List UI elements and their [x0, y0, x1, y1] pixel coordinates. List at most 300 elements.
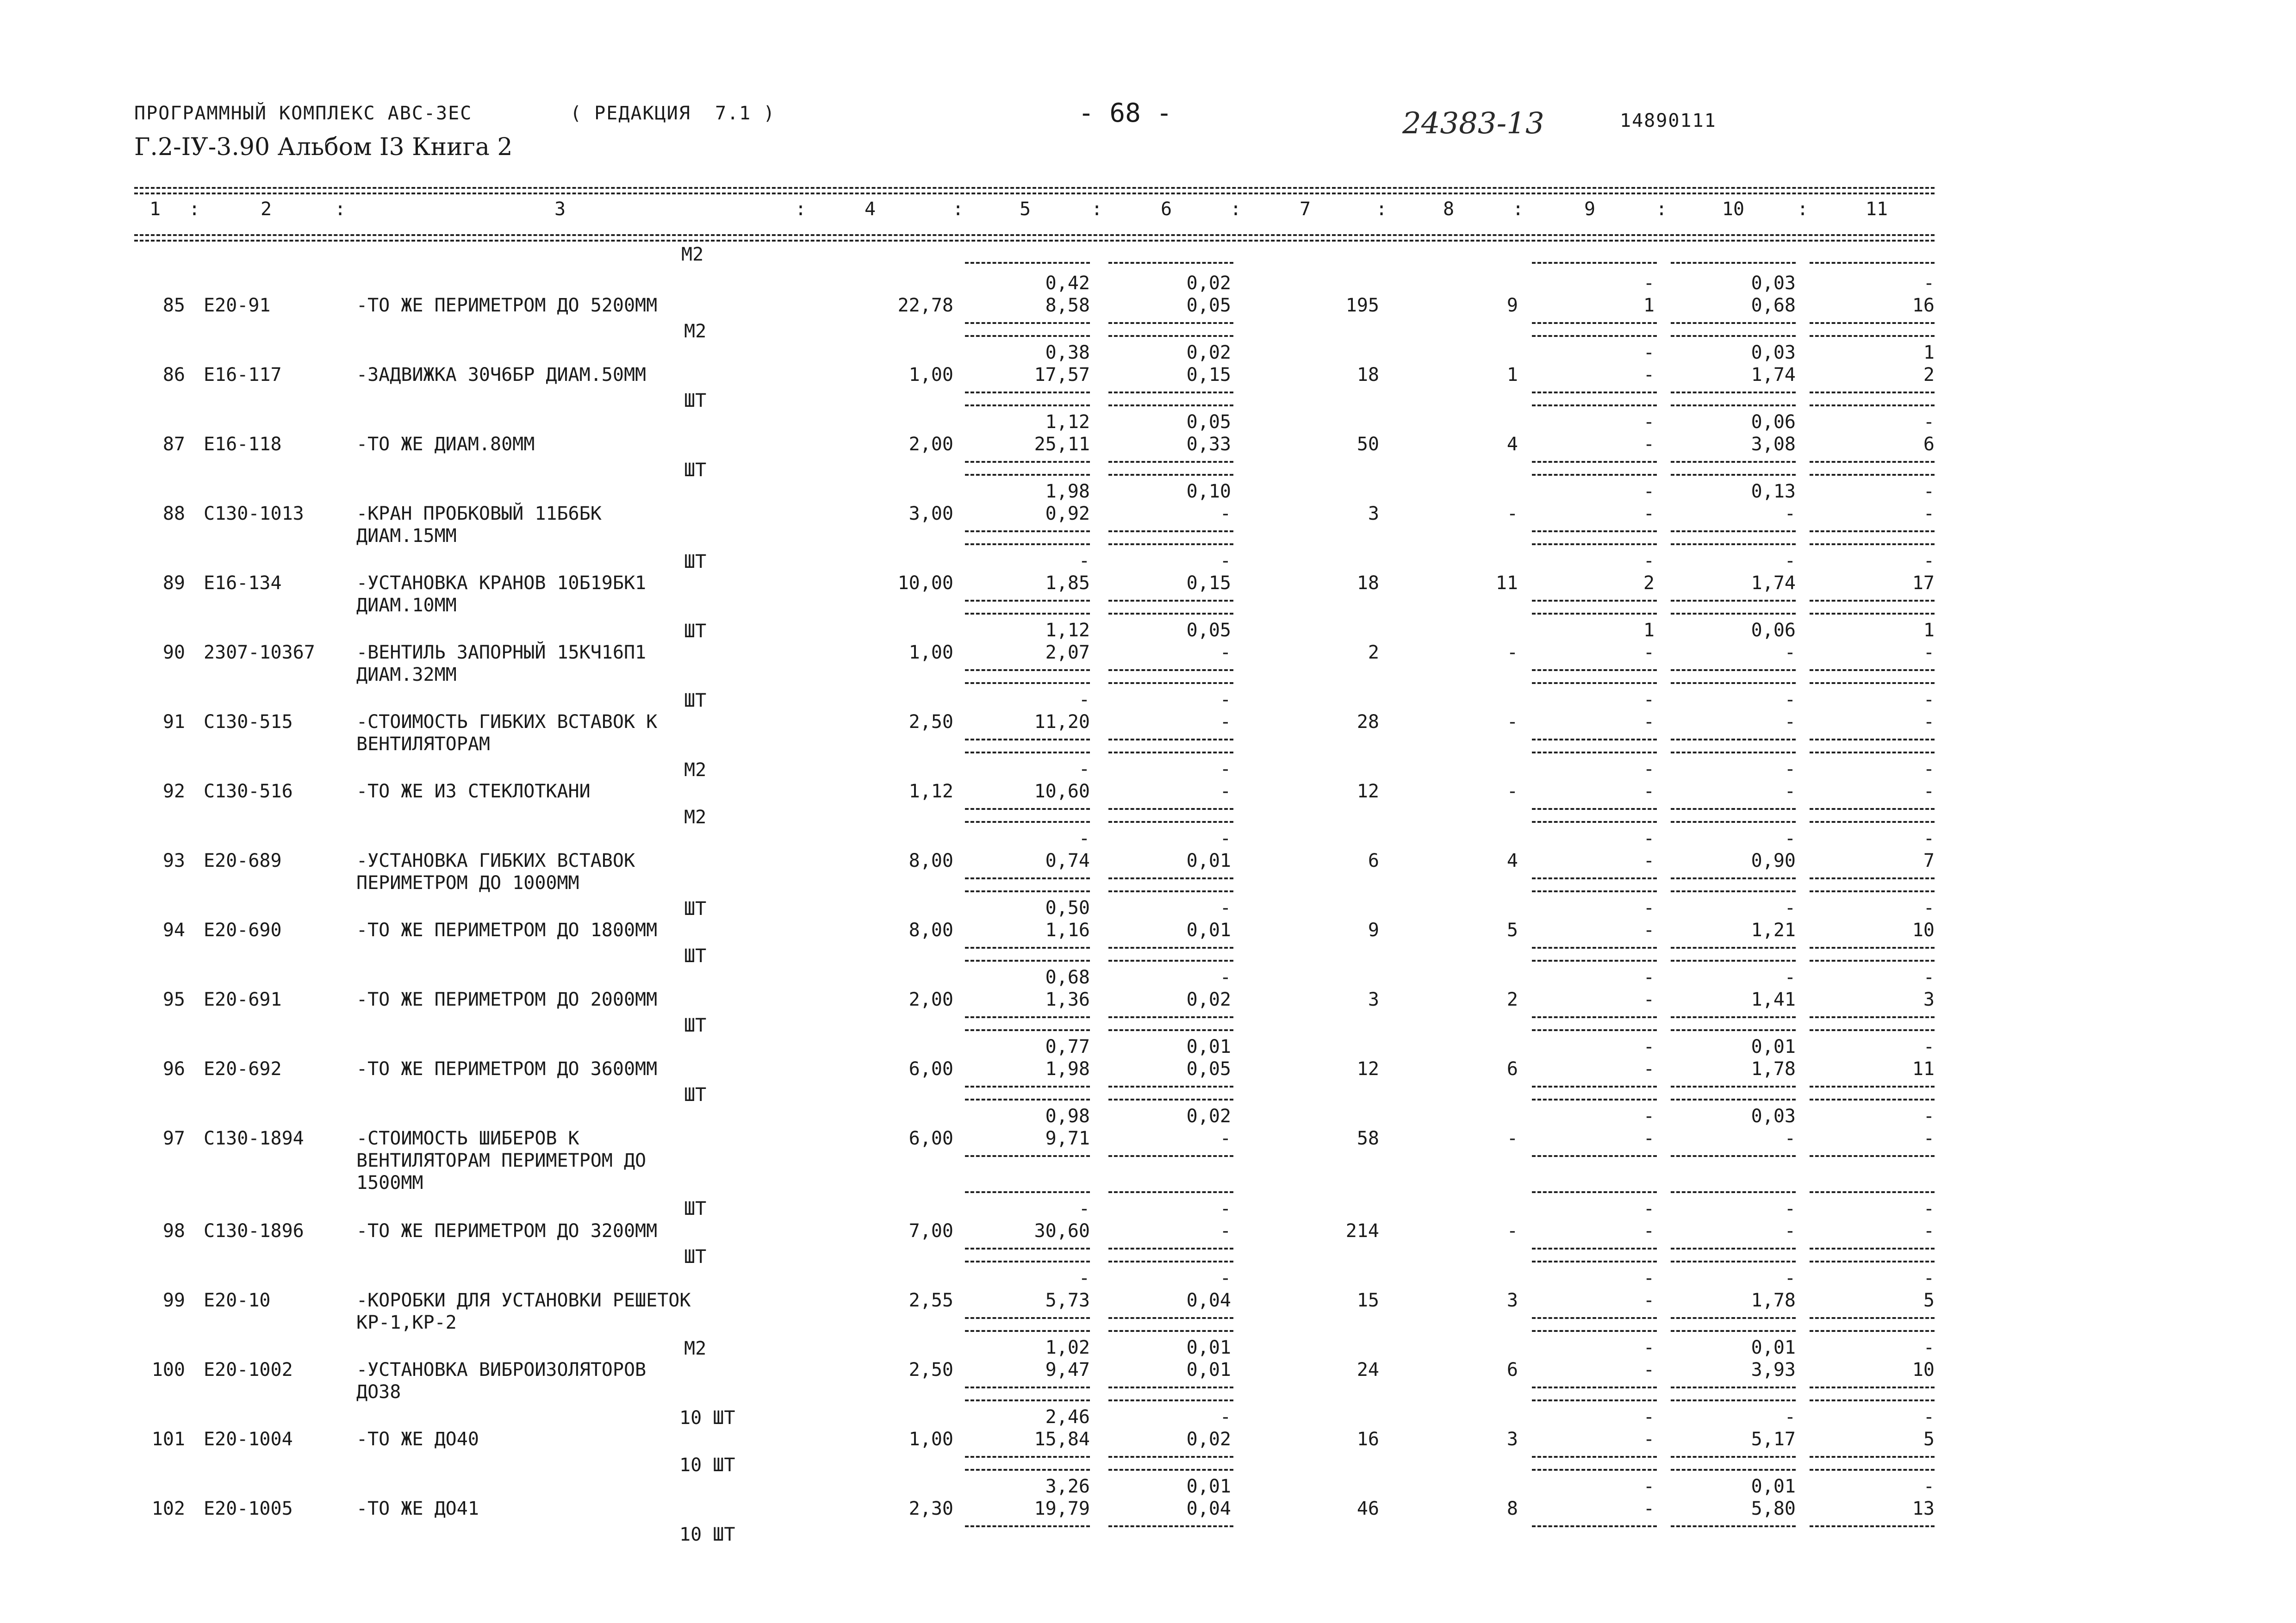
cell-c9-upper: - [1643, 550, 1655, 572]
work-description: -СТОИМОСТЬ ГИБКИХ ВСТАВОК К [356, 711, 658, 733]
cell-c6-lower: 0,15 [1186, 364, 1231, 386]
page-number: - 68 - [1078, 98, 1172, 128]
cell-rule [1532, 404, 1657, 406]
cell-rule [1532, 1456, 1657, 1458]
unit-label: М2 [681, 244, 704, 265]
cell-c10-upper: - [1784, 1268, 1796, 1289]
cell-c7: 24 [1356, 1359, 1379, 1380]
cell-c10-lower: 1,74 [1751, 364, 1796, 386]
cell-c6-upper: - [1220, 967, 1231, 988]
cell-rule [965, 947, 1090, 949]
cell-c10-upper: - [1784, 1198, 1796, 1219]
cell-rule [1671, 1155, 1796, 1157]
column-header-6: 6 [1160, 199, 1172, 220]
quantity: 1,00 [908, 642, 953, 663]
cell-c8: 11 [1495, 572, 1518, 594]
column-separator: : [1375, 199, 1388, 220]
cell-rule [1108, 1387, 1233, 1388]
cell-c7: 3 [1368, 989, 1379, 1010]
column-header-7: 7 [1299, 199, 1311, 220]
quantity: 8,00 [908, 850, 953, 871]
cell-rule [1810, 1399, 1935, 1401]
cell-rule [965, 613, 1090, 615]
cell-c8: 5 [1506, 920, 1518, 941]
cell-rule [965, 1456, 1090, 1458]
cell-c10-lower: - [1784, 642, 1796, 663]
cell-c11-lower: - [1923, 503, 1935, 524]
cell-c9-upper: - [1643, 411, 1655, 433]
cell-c6-lower: - [1220, 503, 1231, 524]
cell-rule [1671, 613, 1796, 615]
column-header-8: 8 [1443, 199, 1455, 220]
cell-c11-upper: - [1923, 1036, 1935, 1057]
cell-c11-upper: - [1923, 967, 1935, 988]
cell-rule [1810, 322, 1935, 324]
cell-rule [1108, 1248, 1233, 1250]
cell-rule [1532, 821, 1657, 823]
row-number: 95 [162, 989, 185, 1010]
cell-rule [1532, 1191, 1657, 1193]
work-description: -КРАН ПРОБКОВЫЙ 11Б6БК [356, 503, 602, 524]
cell-c8: 4 [1506, 850, 1518, 871]
cell-c10-upper: - [1784, 828, 1796, 849]
cell-rule [1810, 613, 1935, 615]
cell-rule [1671, 404, 1796, 406]
cell-c9-upper: - [1643, 1476, 1655, 1497]
cell-rule [965, 543, 1090, 545]
cell-c11-upper: - [1923, 1198, 1935, 1219]
cell-rule [1108, 877, 1233, 879]
column-separator: : [334, 199, 346, 220]
cell-rule [965, 1086, 1090, 1088]
cell-c7: 2 [1368, 642, 1379, 663]
cell-c9-lower: 1 [1643, 295, 1655, 316]
cell-rule [1532, 960, 1657, 962]
cell-rule [1671, 1317, 1796, 1319]
cell-rule [1810, 682, 1935, 684]
work-code: С130-1894 [204, 1128, 304, 1149]
cell-c8: 6 [1506, 1359, 1518, 1380]
cell-rule [1671, 682, 1796, 684]
row-number: 85 [162, 295, 185, 316]
cell-rule [1810, 1191, 1935, 1193]
album-title: Г.2-IУ-3.90 Альбом I3 Книга 2 [134, 133, 513, 161]
cell-c6-lower: 0,04 [1186, 1290, 1231, 1311]
unit-label: 10 ШТ [679, 1455, 735, 1476]
cell-c5-upper: 0,98 [1045, 1106, 1090, 1127]
cell-c10-upper: 0,06 [1751, 411, 1796, 433]
cell-c5-lower: 1,16 [1045, 920, 1090, 941]
cell-rule [1532, 530, 1657, 532]
cell-c11-lower: - [1923, 711, 1935, 733]
work-description: -ТО ЖЕ ПЕРИМЕТРОМ ДО 3600ММ [356, 1058, 658, 1080]
cell-rule [1671, 1029, 1796, 1031]
quantity: 10,00 [897, 572, 953, 594]
cell-rule [965, 808, 1090, 810]
cell-c6-upper: - [1220, 759, 1231, 780]
work-code: С130-515 [204, 711, 293, 733]
work-description: ВЕНТИЛЯТОРАМ [356, 734, 490, 755]
cell-c10-lower: 3,08 [1751, 434, 1796, 455]
cell-c10-upper: - [1784, 550, 1796, 572]
cell-c7: 9 [1368, 920, 1379, 941]
cell-c11-lower: 6 [1923, 434, 1935, 455]
cell-c9-lower: 2 [1643, 572, 1655, 594]
cell-c5-upper: 1,02 [1045, 1337, 1090, 1358]
work-code: Е20-692 [204, 1058, 282, 1080]
cell-c8: - [1506, 503, 1518, 524]
cell-rule [1108, 461, 1233, 463]
cell-rule [1810, 1456, 1935, 1458]
column-separator: : [1091, 199, 1103, 220]
cell-rule [965, 752, 1090, 753]
cell-c9-upper: - [1643, 967, 1655, 988]
work-description: -ТО ЖЕ ПЕРИМЕТРОМ ДО 3200ММ [356, 1220, 658, 1242]
row-number: 99 [162, 1290, 185, 1311]
cell-c8: - [1506, 711, 1518, 733]
cell-rule [1532, 461, 1657, 463]
cell-c10-upper: 0,01 [1751, 1476, 1796, 1497]
cell-c10-upper: 0,03 [1751, 273, 1796, 294]
cell-c6-lower: 0,15 [1186, 572, 1231, 594]
program-title: ПРОГРАММНЫЙ КОМПЛЕКС АВС-3ЕС [134, 103, 473, 124]
cell-c9-lower: - [1643, 920, 1655, 941]
work-description: -ТО ЖЕ ДИАМ.80ММ [356, 434, 535, 455]
cell-rule [1810, 890, 1935, 892]
unit-label: ШТ [684, 1246, 707, 1268]
cell-rule [1671, 669, 1796, 671]
cell-c11-lower: - [1923, 642, 1935, 663]
cell-rule [1108, 1317, 1233, 1319]
cell-rule [1108, 739, 1233, 740]
cell-c9-upper: - [1643, 1106, 1655, 1127]
work-description: -ТО ЖЕ ПЕРИМЕТРОМ ДО 1800ММ [356, 920, 658, 941]
cell-rule [1810, 474, 1935, 476]
cell-rule [1810, 1248, 1935, 1250]
cell-rule [1671, 474, 1796, 476]
cell-c10-lower: 0,90 [1751, 850, 1796, 871]
work-description: -ТО ЖЕ ДО40 [356, 1429, 479, 1450]
work-code: Е20-691 [204, 989, 282, 1010]
unit-label: ШТ [684, 945, 707, 967]
cell-rule [1532, 752, 1657, 753]
cell-rule [1810, 1099, 1935, 1101]
work-description: -УСТАНОВКА ГИБКИХ ВСТАВОК [356, 850, 635, 871]
cell-rule [1532, 739, 1657, 740]
column-header-5: 5 [1019, 199, 1031, 220]
row-number: 100 [151, 1359, 185, 1380]
cell-c6-lower: 0,05 [1186, 295, 1231, 316]
cell-rule [1810, 947, 1935, 949]
cell-rule [1108, 1330, 1233, 1332]
cell-c6-lower: - [1220, 1220, 1231, 1242]
work-code: С130-1013 [204, 503, 304, 524]
cell-rule [1671, 1469, 1796, 1471]
cell-c9-lower: - [1643, 1429, 1655, 1450]
cell-c6-lower: - [1220, 711, 1231, 733]
cell-rule [965, 739, 1090, 740]
cell-c6-upper: - [1220, 1198, 1231, 1219]
cell-c10-lower: 0,68 [1751, 295, 1796, 316]
work-description: -ВЕНТИЛЬ ЗАПОРНЫЙ 15КЧ16П1 [356, 642, 647, 663]
cell-rule [965, 1469, 1090, 1471]
work-description: ДИАМ.32ММ [356, 664, 457, 685]
cell-rule [1108, 682, 1233, 684]
cell-rule [1108, 1261, 1233, 1262]
unit-label: ШТ [684, 1198, 707, 1219]
column-separator: : [952, 199, 964, 220]
cell-c11-upper: - [1923, 828, 1935, 849]
cell-rule [965, 600, 1090, 602]
cell-rule [1108, 600, 1233, 602]
cell-c5-upper: - [1078, 828, 1090, 849]
cell-c5-lower: 1,36 [1045, 989, 1090, 1010]
unit-label: ШТ [684, 898, 707, 920]
cell-c11-upper: - [1923, 481, 1935, 502]
cell-rule [1108, 1155, 1233, 1157]
cell-rule [1671, 1016, 1796, 1018]
unit-label: М2 [684, 759, 707, 781]
cell-c5-lower: 10,60 [1034, 781, 1090, 802]
cell-rule [1108, 404, 1233, 406]
cell-c6-lower: 0,01 [1186, 850, 1231, 871]
cell-rule [1108, 947, 1233, 949]
column-header-1: 1 [149, 199, 161, 220]
cell-rule [1532, 600, 1657, 602]
row-number: 101 [151, 1429, 185, 1450]
cell-rule [1532, 947, 1657, 949]
cell-rule [965, 461, 1090, 463]
cell-rule [965, 474, 1090, 476]
cell-rule [1810, 1261, 1935, 1262]
cell-c9-lower: - [1643, 1128, 1655, 1149]
cell-c11-upper: - [1923, 411, 1935, 433]
cell-rule [1532, 392, 1657, 393]
work-code: С130-516 [204, 781, 293, 802]
cell-c9-upper: - [1643, 897, 1655, 919]
cell-rule [1671, 821, 1796, 823]
cell-c9-lower: - [1643, 642, 1655, 663]
cell-rule [1532, 1330, 1657, 1332]
cell-c7: 12 [1356, 781, 1379, 802]
column-header-3: 3 [554, 199, 566, 220]
cell-c6-lower: 0,02 [1186, 1429, 1231, 1450]
cell-rule [1810, 262, 1935, 264]
cell-c8: 3 [1506, 1429, 1518, 1450]
cell-rule [1108, 1456, 1233, 1458]
cell-c6-lower: - [1220, 1128, 1231, 1149]
column-header-4: 4 [864, 199, 876, 220]
cell-c7: 15 [1356, 1290, 1379, 1311]
work-description: ДИАМ.10ММ [356, 595, 457, 616]
cell-c6-upper: - [1220, 689, 1231, 710]
cell-rule [1671, 600, 1796, 602]
edition-label: ( РЕДАКЦИЯ 7.1 ) [570, 103, 776, 124]
quantity: 1,12 [908, 781, 953, 802]
cell-c7: 16 [1356, 1429, 1379, 1450]
cell-c5-lower: 9,71 [1045, 1128, 1090, 1149]
cell-c11-upper: - [1923, 897, 1935, 919]
work-description: -ТО ЖЕ ПЕРИМЕТРОМ ДО 2000ММ [356, 989, 658, 1010]
cell-rule [965, 1330, 1090, 1332]
row-number: 89 [162, 572, 185, 594]
work-description: ПЕРИМЕТРОМ ДО 1000ММ [356, 872, 579, 894]
cell-c5-lower: 25,11 [1034, 434, 1090, 455]
cell-c10-lower: - [1784, 781, 1796, 802]
cell-rule [965, 877, 1090, 879]
cell-rule [965, 1191, 1090, 1193]
row-number: 86 [162, 364, 185, 386]
work-code: Е20-91 [204, 295, 271, 316]
cell-c11-upper: - [1923, 1476, 1935, 1497]
cell-rule [1671, 752, 1796, 753]
cell-rule [1671, 335, 1796, 337]
cell-c11-upper: - [1923, 1268, 1935, 1289]
cell-rule [1108, 262, 1233, 264]
row-number: 97 [162, 1128, 185, 1149]
cell-rule [965, 1016, 1090, 1018]
cell-c10-lower: 1,21 [1751, 920, 1796, 941]
cell-c9-upper: - [1643, 828, 1655, 849]
cell-c5-upper: - [1078, 1268, 1090, 1289]
cell-c5-lower: 19,79 [1034, 1498, 1090, 1519]
cell-c6-lower: - [1220, 781, 1231, 802]
cell-c8: 4 [1506, 434, 1518, 455]
cell-rule [1810, 1086, 1935, 1088]
cell-rule [965, 1155, 1090, 1157]
row-number: 91 [162, 711, 185, 733]
cell-c11-lower: 3 [1923, 989, 1935, 1010]
cell-c9-upper: - [1643, 1036, 1655, 1057]
cell-c5-upper: 0,42 [1045, 273, 1090, 294]
cell-c10-lower: 1,78 [1751, 1058, 1796, 1080]
cell-c5-lower: 17,57 [1034, 364, 1090, 386]
cell-c5-lower: 15,84 [1034, 1429, 1090, 1450]
cell-c11-upper: 1 [1923, 342, 1935, 363]
cell-c10-lower: 5,80 [1751, 1498, 1796, 1519]
cell-rule [965, 392, 1090, 393]
column-header-10: 10 [1722, 199, 1745, 220]
cell-rule [1671, 947, 1796, 949]
cell-c9-lower: - [1643, 711, 1655, 733]
cell-c10-lower: 1,74 [1751, 572, 1796, 594]
cell-rule [1108, 669, 1233, 671]
cell-rule [1671, 461, 1796, 463]
cell-c11-lower: - [1923, 781, 1935, 802]
work-description: ДИАМ.15ММ [356, 525, 457, 547]
cell-c8: 9 [1506, 295, 1518, 316]
cell-c11-lower: - [1923, 1220, 1935, 1242]
cell-rule [1671, 877, 1796, 879]
cell-c9-lower: - [1643, 781, 1655, 802]
cell-c5-upper: 3,26 [1045, 1476, 1090, 1497]
cell-rule [1810, 461, 1935, 463]
row-number: 92 [162, 781, 185, 802]
cell-c5-upper: - [1078, 689, 1090, 710]
cell-rule [1108, 474, 1233, 476]
work-description: -ТО ЖЕ ДО41 [356, 1498, 479, 1519]
row-number: 87 [162, 434, 185, 455]
cell-rule [965, 890, 1090, 892]
cell-rule [1108, 1399, 1233, 1401]
cell-rule [1532, 322, 1657, 324]
unit-label: ШТ [684, 690, 707, 711]
cell-rule [1671, 392, 1796, 393]
quantity: 22,78 [897, 295, 953, 316]
cell-c9-lower: - [1643, 1498, 1655, 1519]
cell-rule [965, 262, 1090, 264]
cell-c7: 46 [1356, 1498, 1379, 1519]
cell-rule [1532, 543, 1657, 545]
cell-c6-upper: 0,05 [1186, 620, 1231, 641]
cell-rule [1108, 613, 1233, 615]
cell-c10-lower: 1,41 [1751, 989, 1796, 1010]
work-description: ДО38 [356, 1381, 401, 1403]
cell-rule [1532, 1086, 1657, 1088]
document-code: 14890111 [1620, 110, 1717, 131]
cell-rule [1532, 1387, 1657, 1388]
cell-c11-lower: 5 [1923, 1429, 1935, 1450]
cell-c5-lower: 9,47 [1045, 1359, 1090, 1380]
cell-c10-lower: - [1784, 711, 1796, 733]
cell-c6-upper: - [1220, 1406, 1231, 1428]
cell-rule [965, 1261, 1090, 1262]
cell-rule [1671, 1387, 1796, 1388]
cell-c6-lower: 0,01 [1186, 920, 1231, 941]
cell-c11-lower: 10 [1912, 920, 1935, 941]
column-header-2: 2 [260, 199, 272, 220]
cell-c11-lower: 11 [1912, 1058, 1935, 1080]
cell-c9-upper: - [1643, 273, 1655, 294]
quantity: 2,00 [908, 434, 953, 455]
cell-c6-upper: 0,10 [1186, 481, 1231, 502]
cell-rule [1810, 808, 1935, 810]
quantity: 1,00 [908, 1429, 953, 1450]
cell-rule [1108, 322, 1233, 324]
cell-rule [1810, 392, 1935, 393]
cell-rule [1810, 1016, 1935, 1018]
cell-rule [965, 1525, 1090, 1527]
cell-rule [1108, 808, 1233, 810]
row-number: 98 [162, 1220, 185, 1242]
work-description: КР-1,КР-2 [356, 1312, 457, 1333]
cell-rule [1671, 960, 1796, 962]
cell-c10-upper: 0,03 [1751, 342, 1796, 363]
cell-c6-lower: - [1220, 642, 1231, 663]
cell-c6-upper: 0,02 [1186, 273, 1231, 294]
unit-label: ШТ [684, 1015, 707, 1036]
cell-c10-lower: - [1784, 503, 1796, 524]
cell-c7: 28 [1356, 711, 1379, 733]
work-code: Е20-1002 [204, 1359, 293, 1380]
cell-rule [1810, 1029, 1935, 1031]
cell-c6-upper: 0,01 [1186, 1337, 1231, 1358]
cell-c6-upper: - [1220, 550, 1231, 572]
work-code: Е20-1005 [204, 1498, 293, 1519]
cell-c9-upper: - [1643, 1198, 1655, 1219]
cell-rule [1532, 808, 1657, 810]
quantity: 3,00 [908, 503, 953, 524]
cell-c11-upper: 1 [1923, 620, 1935, 641]
column-separator: : [1512, 199, 1524, 220]
cell-c6-upper: 0,05 [1186, 411, 1231, 433]
quantity: 6,00 [908, 1058, 953, 1080]
cell-c10-lower: - [1784, 1128, 1796, 1149]
quantity: 2,00 [908, 989, 953, 1010]
cell-rule [965, 404, 1090, 406]
cell-c8: - [1506, 1128, 1518, 1149]
unit-label: 10 ШТ [679, 1407, 735, 1429]
